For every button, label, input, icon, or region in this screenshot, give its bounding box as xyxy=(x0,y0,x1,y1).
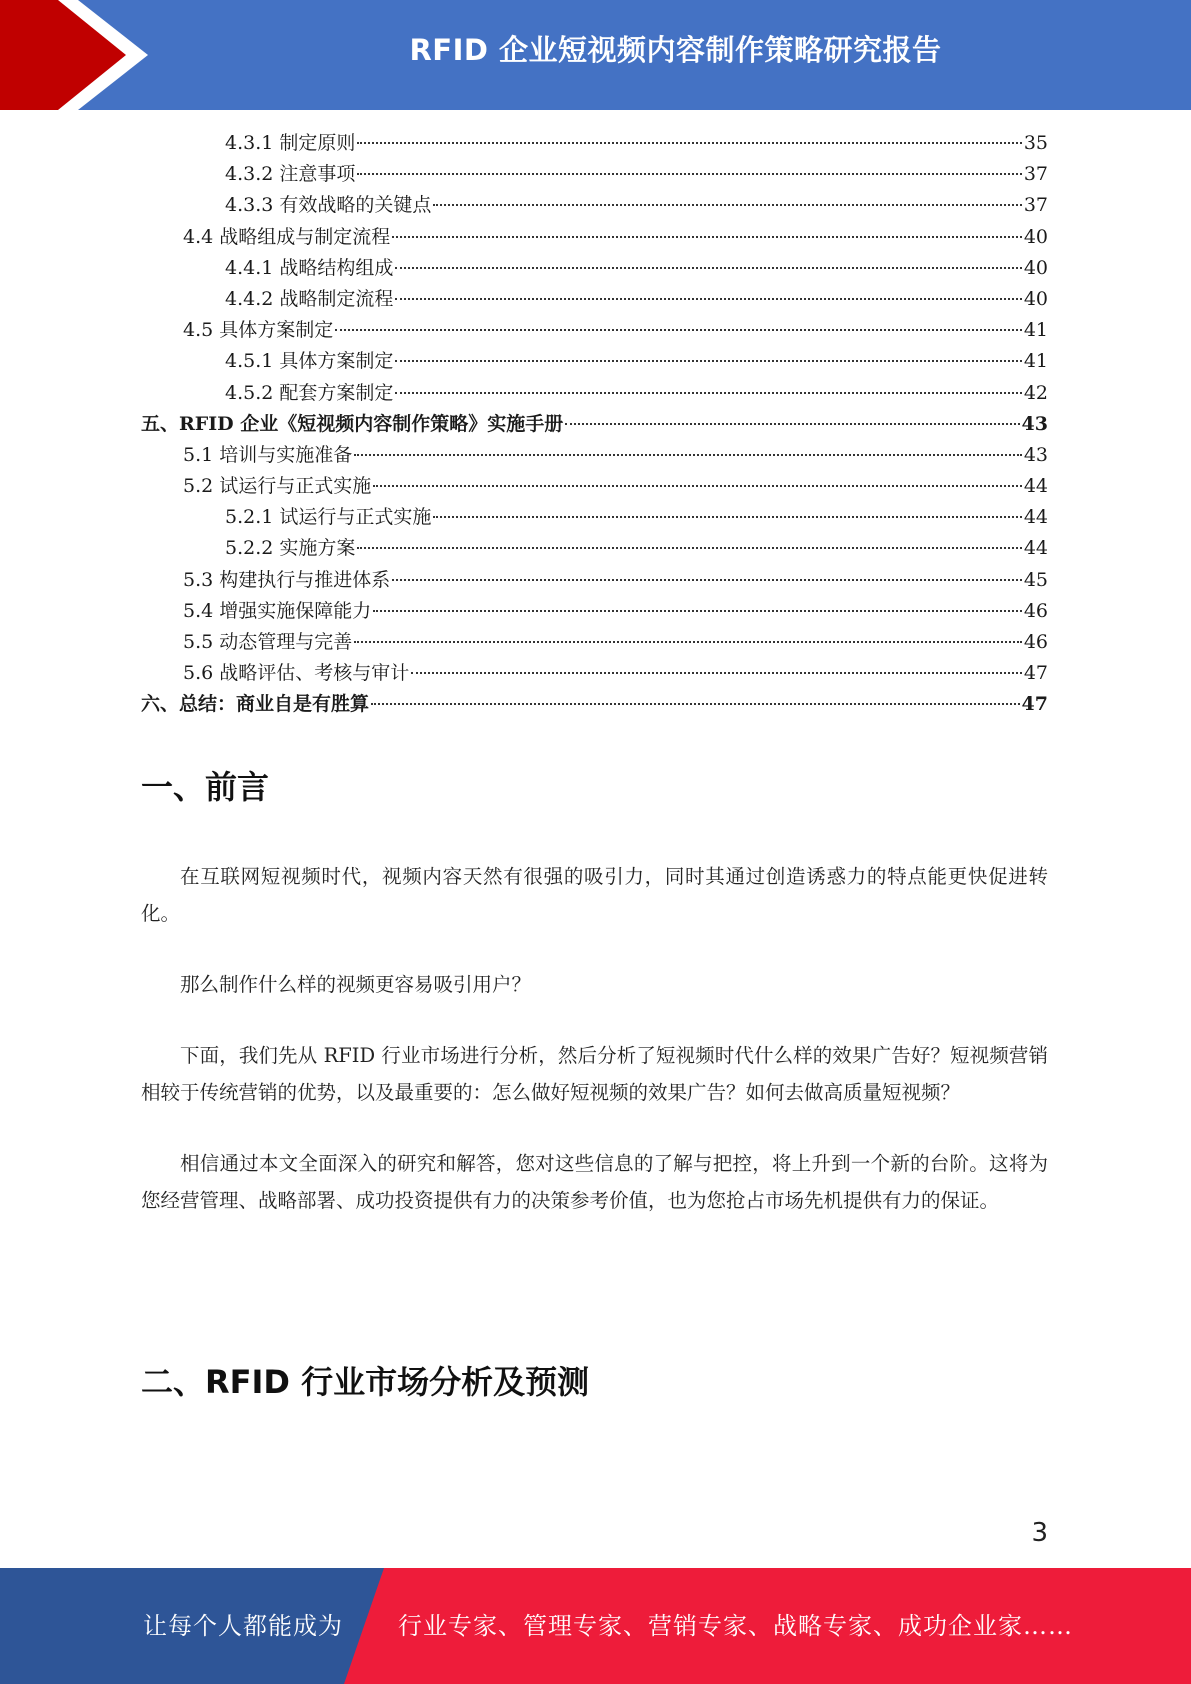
toc-dot-leader xyxy=(395,298,1021,300)
toc-entry[interactable] xyxy=(141,315,1048,346)
toc-entry-title: 5.5 动态管理与完善 xyxy=(183,631,353,653)
page-header xyxy=(0,0,1191,110)
toc-dot-leader xyxy=(565,423,1019,425)
toc-entry-title: 5.2 试运行与正式实施 xyxy=(183,475,372,498)
toc-entry[interactable] xyxy=(141,378,1048,409)
toc-entry-title: 5.2.1 试运行与正式实施 xyxy=(225,506,432,529)
toc-entry-title: 4.4.2 战略制定流程 xyxy=(225,287,394,310)
toc-entry-page: 46 xyxy=(1023,599,1048,622)
toc-entry-page: 46 xyxy=(1023,631,1048,653)
toc-entry-title: 4.4 战略组成与制定流程 xyxy=(183,225,391,248)
toc-entry[interactable] xyxy=(141,159,1048,190)
toc-entry-title: 五、RFID 企业《短视频内容制作策略》实施手册 xyxy=(141,412,564,435)
toc-entry[interactable] xyxy=(141,689,1048,720)
toc-entry-page: 47 xyxy=(1023,662,1048,685)
toc-entry[interactable] xyxy=(141,502,1048,533)
toc-entry-title: 4.5.2 配套方案制定 xyxy=(225,381,394,404)
toc-dot-leader xyxy=(411,672,1022,674)
toc-entry-title: 4.3.1 制定原则 xyxy=(225,132,356,154)
toc-dot-leader xyxy=(354,454,1022,456)
toc-entry-page: 44 xyxy=(1023,506,1048,529)
toc-entry-page: 44 xyxy=(1023,537,1048,560)
toc-entry-page: 43 xyxy=(1023,443,1048,466)
toc-entry-page: 40 xyxy=(1023,225,1048,248)
toc-dot-leader xyxy=(433,204,1021,206)
toc-dot-leader xyxy=(357,142,1021,144)
toc-entry-title: 4.3.3 有效战略的关键点 xyxy=(225,194,432,217)
header-chevron-decoration xyxy=(0,0,160,110)
toc-entry[interactable] xyxy=(141,128,1048,159)
table-of-contents xyxy=(141,128,1048,721)
toc-entry[interactable] xyxy=(141,565,1048,596)
toc-entry-page: 35 xyxy=(1023,132,1048,154)
section-heading-market-analysis: 二、RFID 行业市场分析及预测 xyxy=(141,1363,590,1401)
toc-dot-leader xyxy=(357,173,1021,175)
toc-entry-page: 43 xyxy=(1021,412,1048,435)
toc-entry[interactable] xyxy=(141,471,1048,502)
toc-entry-page: 40 xyxy=(1023,256,1048,279)
toc-entry-title: 4.5.1 具体方案制定 xyxy=(225,350,394,373)
page-footer xyxy=(0,1568,1191,1684)
toc-entry[interactable] xyxy=(141,253,1048,284)
toc-dot-leader xyxy=(395,392,1021,394)
toc-dot-leader xyxy=(335,329,1022,331)
toc-dot-leader xyxy=(357,547,1021,549)
document-title: RFID 企业短视频内容制作策略研究报告 xyxy=(409,33,942,67)
toc-entry[interactable] xyxy=(141,222,1048,253)
toc-entry-title: 4.4.1 战略结构组成 xyxy=(225,256,394,279)
footer-slogan-left: 让每个人都能成为 xyxy=(143,1612,343,1640)
toc-entry-page: 41 xyxy=(1023,350,1048,373)
toc-entry[interactable] xyxy=(141,596,1048,627)
toc-entry[interactable] xyxy=(141,627,1048,658)
toc-entry-title: 5.1 培训与实施准备 xyxy=(183,443,353,466)
toc-dot-leader xyxy=(395,360,1021,362)
toc-entry-page: 37 xyxy=(1023,163,1048,186)
toc-entry-title: 5.6 战略评估、考核与审计 xyxy=(183,662,410,685)
paragraph: 相信通过本文全面深入的研究和解答，您对这些信息的了解与把控，将上升到一个新的台阶。这将为您经营管理、战略部署、成功投资提供有力的决策参考价值，也为您抢占市场先机提供有力的保证。 xyxy=(141,1152,1048,1212)
toc-dot-leader xyxy=(433,516,1021,518)
toc-entry[interactable] xyxy=(141,533,1048,564)
toc-entry-page: 42 xyxy=(1023,381,1048,404)
toc-entry-page: 45 xyxy=(1023,568,1048,591)
footer-slogan-right: 行业专家、管理专家、营销专家、战略专家、成功企业家…… xyxy=(398,1612,1073,1640)
toc-entry[interactable] xyxy=(141,658,1048,689)
toc-dot-leader xyxy=(354,641,1022,643)
toc-entry-page: 44 xyxy=(1023,475,1048,498)
toc-entry[interactable] xyxy=(141,409,1048,440)
toc-entry-title: 5.3 构建执行与推进体系 xyxy=(183,568,391,591)
toc-dot-leader xyxy=(392,579,1022,581)
toc-entry-title: 5.4 增强实施保障能力 xyxy=(183,599,372,622)
paragraph: 在互联网短视频时代，视频内容天然有很强的吸引力，同时其通过创造诱惑力的特点能更快促进转化。 xyxy=(141,865,1048,925)
toc-entry-title: 4.5 具体方案制定 xyxy=(183,319,334,342)
toc-entry[interactable] xyxy=(141,284,1048,315)
toc-entry[interactable] xyxy=(141,440,1048,471)
toc-entry-title: 六、总结：商业自是有胜算 xyxy=(141,693,370,716)
toc-dot-leader xyxy=(395,267,1021,269)
toc-entry-page: 40 xyxy=(1023,287,1048,310)
paragraph: 下面，我们先从 RFID 行业市场进行分析，然后分析了短视频时代什么样的效果广告好？短视频营销相较于传统营销的优势，以及最重要的：怎么做好短视频的效果广告？如何去做高质量短视频？ xyxy=(141,1044,1048,1104)
toc-entry-title: 5.2.2 实施方案 xyxy=(225,537,356,560)
toc-entry-title: 4.3.2 注意事项 xyxy=(225,163,356,186)
toc-entry-page: 47 xyxy=(1021,693,1048,716)
toc-dot-leader xyxy=(371,703,1020,705)
toc-entry-page: 37 xyxy=(1023,194,1048,217)
toc-entry[interactable] xyxy=(141,346,1048,377)
toc-dot-leader xyxy=(392,236,1022,238)
section-heading-preface: 一、前言 xyxy=(141,768,270,806)
toc-entry[interactable] xyxy=(141,190,1048,221)
toc-dot-leader xyxy=(373,485,1022,487)
page-number: 3 xyxy=(1031,1518,1048,1548)
toc-entry-page: 41 xyxy=(1023,319,1048,342)
preface-body xyxy=(141,858,1048,1219)
toc-dot-leader xyxy=(373,610,1022,612)
paragraph: 那么制作什么样的视频更容易吸引用户？ xyxy=(180,973,532,996)
